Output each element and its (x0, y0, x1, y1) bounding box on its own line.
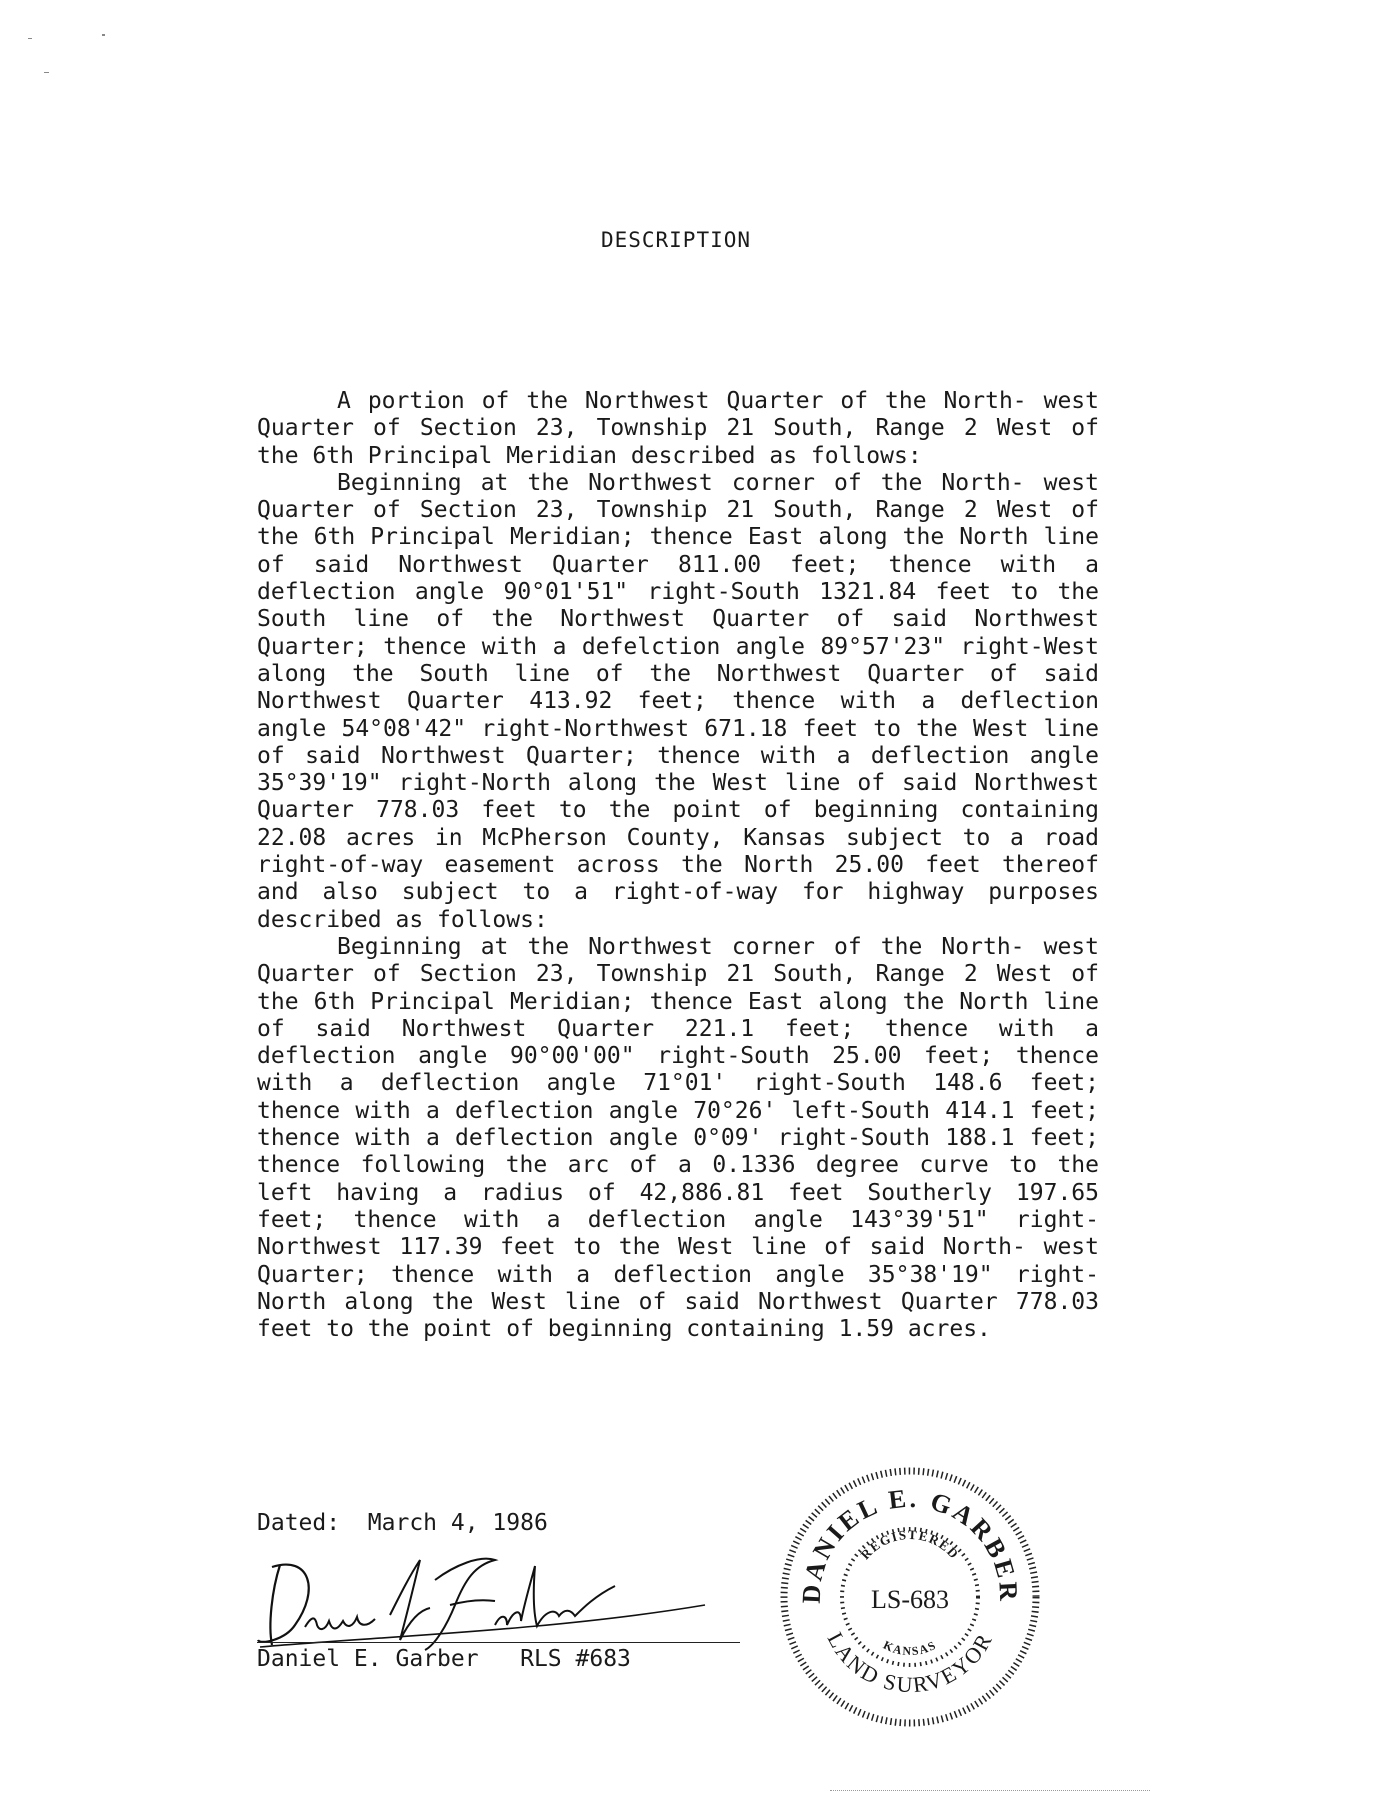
dated-value: March 4, 1986 (367, 1510, 548, 1536)
scan-speck (102, 34, 105, 36)
signer-line (257, 1646, 631, 1672)
description-paragraph-1: A portion of the Northwest Quarter of the North- west Quarter of Section 23, Township 21 South, Range 2 West of the 6th Principal Meridian described as follows: (257, 388, 1099, 469)
seal-registered: REGISTERED (857, 1526, 963, 1563)
handwritten-signature (250, 1545, 710, 1655)
description-paragraph-3: Beginning at the Northwest corner of the North- west Quarter of Section 23, Township 21 South, Range 2 West of the 6th Principal Meridian; thence East along the North line of said Northwest Quarter 221.1 feet; thence with a deflection angle 90°00'00" right-South 25.00 feet; thence with a deflection angle 71°01' right-South 148.6 feet; thence with a deflection angle 70°26' left-South 414.1 feet; thence with a deflection angle 0°09' right-South 188.1 feet; thence following the arc of a 0.1336 degree curve to the left having a radius of 42,886.81 feet Southerly 197.65 feet; thence with a deflection angle 143°39'51" right- Northwest 117.39 feet to the West line of said North- west Quarter; thence with a deflection angle 35°38'19" right-North along the West line of said Northwest Quarter 778.03 feet to the point of beginning containing 1.59 acres. (257, 933, 1099, 1343)
description-paragraph-2: Beginning at the Northwest corner of the North- west Quarter of Section 23, Township 21 South, Range 2 West of the 6th Principal Meridian; thence East along the North line of said Northwest Quarter 811.00 feet; thence with a deflection angle 90°01'51" right-South 1321.84 feet to the South line of the Northwest Quarter of said Northwest Quarter; thence with a defelction angle 89°57'23" right-West along the South line of the Northwest Quarter of said Northwest Quarter 413.92 feet; thence with a deflection angle 54°08'42" right-Northwest 671.18 feet to the West line of said Northwest Quarter; thence with a deflection angle 35°39'19" right-North along the West line of said Northwest Quarter 778.03 feet to the point of beginning containing 22.08 acres in McPherson County, Kansas subject to a road right-of-way easement across the North 25.00 feet thereof and also subject to a right-of-way for highway purposes described as follows: (257, 469, 1099, 933)
scan-edge-mark (830, 1790, 1150, 1791)
svg-text:KANSAS (881, 1638, 939, 1659)
seal-title: LAND SURVEYOR (822, 1628, 998, 1698)
scan-speck (28, 38, 32, 39)
svg-text:LAND SURVEYOR (823, 1628, 998, 1697)
description-body (257, 388, 1099, 1343)
land-surveyor-seal (775, 1462, 1045, 1732)
signer-registration: RLS #683 (520, 1646, 631, 1672)
dated-line (257, 1510, 548, 1536)
document-title: DESCRIPTION (600, 228, 752, 252)
signature-line (257, 1642, 740, 1643)
svg-text:REGISTERED (858, 1527, 963, 1562)
seal-license: LS-683 (871, 1585, 949, 1614)
dated-label: Dated: (257, 1510, 341, 1536)
seal-name: DANIEL E. GARBER (796, 1483, 1024, 1605)
seal-state: KANSAS (881, 1637, 939, 1659)
signer-name: Daniel E. Garber (257, 1646, 479, 1672)
scan-speck (44, 72, 49, 73)
